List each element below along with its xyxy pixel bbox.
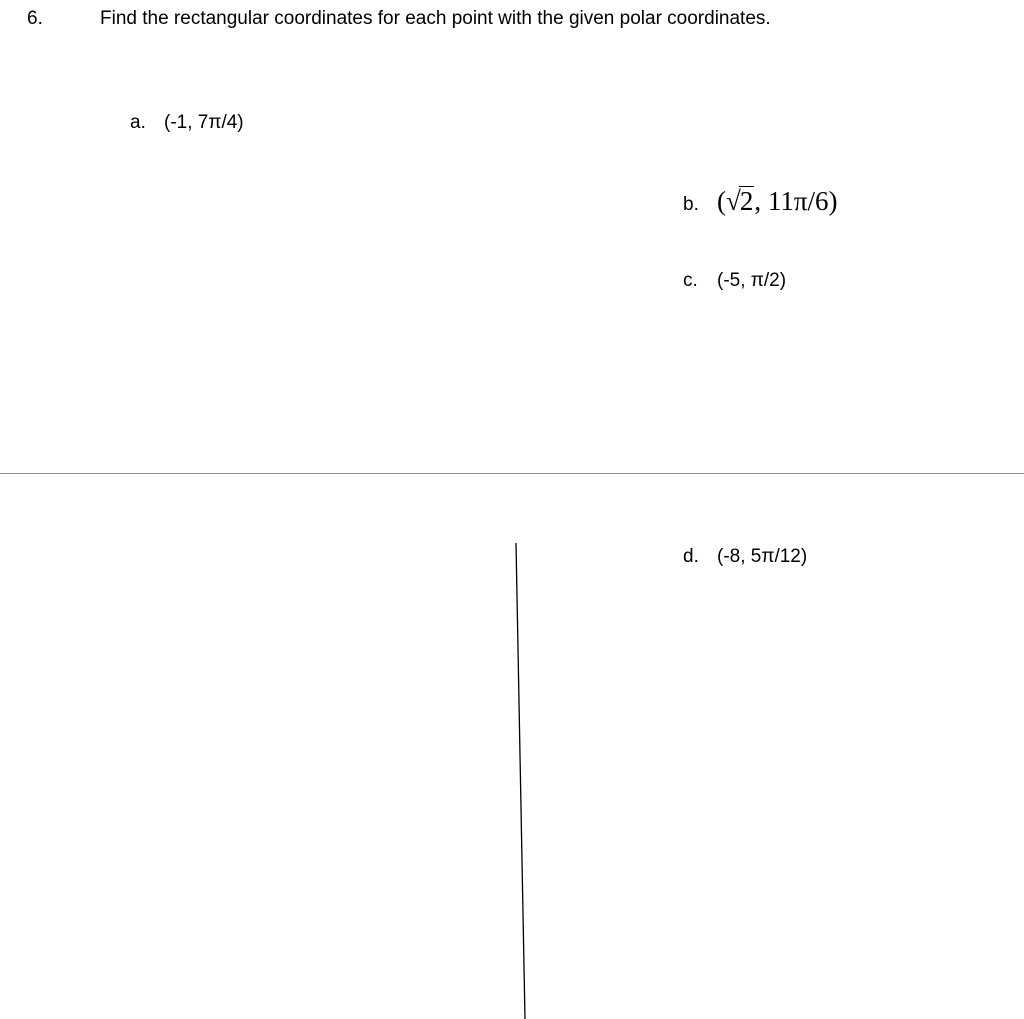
part-c-expression: (-5, π/2) bbox=[717, 270, 787, 291]
part-a-label: a. bbox=[130, 112, 146, 133]
part-b-rest: , 11π/6) bbox=[754, 186, 838, 216]
part-d-label: d. bbox=[683, 546, 699, 567]
question-number: 6. bbox=[27, 8, 43, 29]
part-a-expression: (-1, 7π/4) bbox=[164, 112, 244, 133]
part-c-label: c. bbox=[683, 270, 698, 291]
question-prompt: Find the rectangular coordinates for each point with the given polar coordinates. bbox=[100, 8, 771, 29]
radical-sign-icon: √ bbox=[726, 186, 741, 216]
radicand: 2 bbox=[739, 186, 754, 216]
part-d-expression: (-8, 5π/12) bbox=[717, 546, 808, 567]
part-b-open-paren: ( bbox=[717, 186, 726, 216]
part-b-label: b. bbox=[683, 194, 699, 215]
